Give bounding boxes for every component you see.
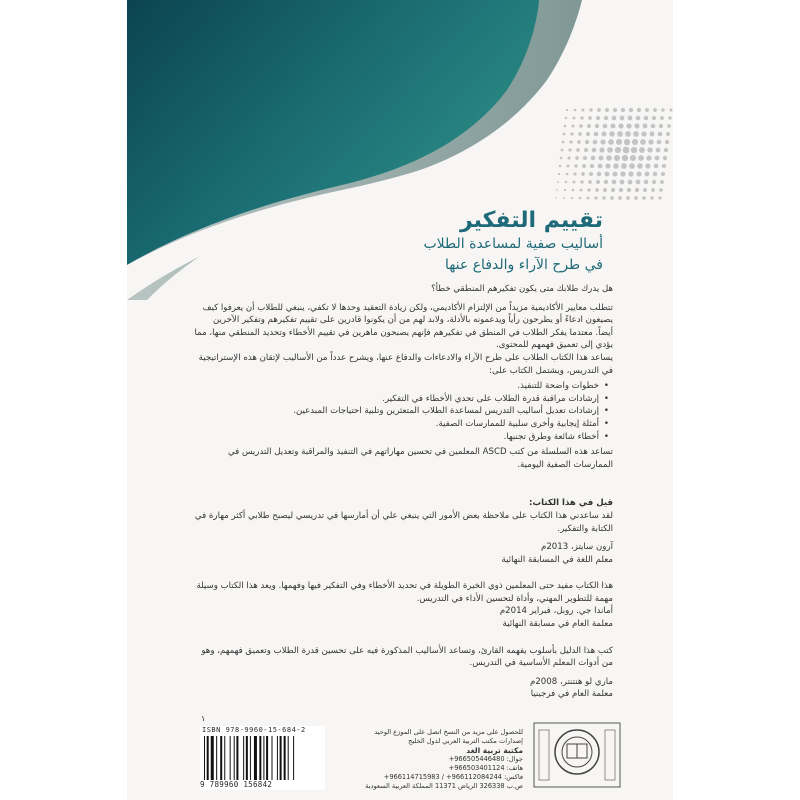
review-author: ماري لو هنتنتر، 2008م (530, 676, 613, 687)
halftone-dot (632, 139, 638, 145)
halftone-dot (573, 117, 576, 120)
halftone-dot (629, 108, 633, 112)
halftone-dot (597, 108, 601, 112)
halftone-dot (571, 197, 573, 199)
halftone-dot (586, 132, 590, 136)
halftone-dot (561, 149, 564, 152)
halftone-dot (660, 116, 664, 120)
halftone-dot (647, 147, 652, 152)
halftone-dot (638, 155, 644, 161)
halftone-dot (666, 132, 670, 136)
halftone-dot (587, 197, 590, 200)
barcode-bar (207, 736, 209, 780)
halftone-dot (651, 188, 655, 192)
halftone-dot (573, 172, 576, 175)
halftone-dot (635, 188, 639, 192)
paragraph-3: تساعد هذه السلسلة من كتب ASCD المعلمين في تحسين مهاراتهم في التنفيذ والمراقبة وتعديل التدريس في الممارسات الصفية اليومية. (227, 447, 613, 470)
halftone-dot (567, 156, 570, 159)
halftone-dot (612, 116, 617, 121)
halftone-dot (631, 147, 637, 153)
barcode-bar (211, 736, 214, 780)
halftone-dot (652, 180, 656, 184)
halftone-dot (587, 188, 590, 191)
halftone-dot (639, 147, 645, 153)
feature-list (193, 380, 599, 443)
halftone-dot (574, 164, 577, 167)
barcode-bar (277, 736, 278, 780)
halftone-dot (574, 109, 577, 112)
halftone-dot (585, 140, 589, 144)
description-block (193, 283, 613, 701)
halftone-dot (637, 108, 641, 112)
halftone-dot (627, 188, 631, 192)
barcode-bar (272, 736, 273, 780)
publisher-logo-icon (533, 722, 621, 788)
halftone-dot (582, 164, 586, 168)
halftone-dot (603, 124, 608, 129)
halftone-dot (654, 164, 659, 169)
halftone-dot (658, 196, 661, 199)
halftone-dot (636, 180, 641, 185)
halftone-dot (578, 132, 582, 136)
halftone-dot (664, 148, 668, 152)
halftone-dot (644, 180, 648, 184)
review-author: آرون سايتز، 2013م (541, 542, 613, 553)
halftone-dot (620, 180, 625, 185)
halftone-dot (634, 196, 638, 200)
halftone-dot (556, 189, 558, 191)
halftone-dot (611, 188, 615, 192)
halftone-dot (661, 108, 664, 111)
halftone-dot (567, 165, 570, 168)
publisher-address: ص.ب 326338 الرياض 11371 المملكة العربية السعودية (365, 782, 523, 790)
halftone-dot (640, 139, 646, 145)
halftone-dot (660, 180, 664, 184)
halftone-dot (595, 188, 599, 192)
barcode-bar (243, 736, 244, 780)
barcode-bar (230, 736, 231, 780)
halftone-dot (628, 116, 633, 121)
halftone-dot (625, 131, 631, 137)
paragraph-1: تتطلب معايير الأكاديمية مزيداً من الإلتزام الأكاديمي، ولكن زيادة التعقيد وحدها لا تكفي، ينبغي للطلاب أن يعرفوا كيف يصيغون ادعاءً أو يطرحون رأياً ويدعمونه بالأدلة، ولابد لهم من أن يكونوا قادرين على تقييم تفكيرهم وتفكير الآخرين أيضاً. معتدما يفكر الطلاب في المنطق في تفكيرهم فإنهم يصبحون ماهرين في تقييم الأخطاء وتحديد المنطقي منها، مما يؤدي إلى تعميق فهمهم للمحتوى. (194, 302, 613, 351)
halftone-dot (581, 108, 584, 111)
halftone-dot (588, 116, 592, 120)
halftone-dot (608, 139, 614, 145)
halftone-dot (618, 196, 622, 200)
halftone-dot (668, 116, 671, 119)
publisher-fax: فاكس: 966112084244+ / 966114715983+ (383, 773, 523, 781)
halftone-dot (610, 196, 614, 200)
halftone-dot (669, 108, 672, 111)
barcode-number: 9 789960 156842 (200, 780, 273, 789)
barcode-bar (220, 736, 222, 780)
halftone-dot (596, 116, 600, 120)
halftone-dot (602, 196, 605, 199)
book-subtitle-line1: أساليب صفية لمساعدة الطلاب (423, 236, 603, 252)
barcode-bar (259, 736, 261, 780)
halftone-dot (620, 116, 625, 121)
halftone-dot (657, 140, 662, 145)
halftone-dot (559, 165, 562, 168)
list-item: • خطوات واضحة للتنفيذ. (193, 380, 599, 393)
halftone-dot (591, 156, 596, 161)
halftone-dot (653, 108, 657, 112)
halftone-dot (628, 171, 633, 176)
halftone-dot (581, 172, 585, 176)
halftone-dot (622, 155, 628, 161)
halftone-dot (648, 139, 653, 144)
review-role: معلم اللغة في المسابقة النهائية (501, 554, 613, 565)
barcode-bar (280, 736, 282, 780)
halftone-dot (630, 155, 636, 161)
halftone-dot (589, 108, 592, 111)
halftone-dot (609, 131, 614, 136)
halftone-dot (593, 140, 598, 145)
paragraph-2: يساعد هذا الكتاب الطلاب على طرح الآراء والادعاءات والدفاع عنها، ويشرح عدداً من الأساليب لإتقان هذه الإستراتيجية في التدريس، ويشتمل الكتاب على: (198, 352, 613, 376)
isbn-barcode (200, 726, 325, 790)
intro-question: هل يدرك طلابك متى يكون تفكيرهم المنطقي خطأ؟ (431, 284, 613, 294)
halftone-dot (565, 117, 568, 120)
halftone-dot (603, 188, 607, 192)
halftone-dot (615, 147, 621, 153)
halftone-dot (636, 171, 641, 176)
halftone-dot (623, 147, 630, 154)
halftone-dot (651, 124, 656, 129)
list-item: • إرشادات مراقبة قدرة الطلاب على تحدي الأخطاء في التفكير. (193, 393, 599, 406)
halftone-dot (626, 196, 630, 200)
halftone-dot (658, 132, 663, 137)
halftone-dot (580, 189, 583, 192)
halftone-dot (558, 173, 560, 175)
halftone-dot (563, 133, 566, 136)
halftone-dot (624, 139, 630, 145)
publisher-line: إصدارات مكتب التربية العربي لدول الخليج (408, 737, 523, 745)
halftone-dot (575, 156, 579, 160)
halftone-dot (645, 163, 650, 168)
halftone-dot (606, 155, 612, 161)
halftone-dot (613, 108, 617, 112)
halftone-dot (634, 123, 639, 128)
halftone-dot (610, 123, 615, 128)
halftone-dot (612, 171, 617, 176)
halftone-dot (562, 141, 565, 144)
halftone-dot (619, 188, 623, 192)
halftone-dot (618, 123, 623, 128)
halftone-dot (656, 148, 661, 153)
halftone-dot (565, 181, 568, 184)
barcode-bar (254, 736, 257, 780)
halftone-dot (629, 163, 635, 169)
publisher-info (343, 728, 523, 791)
halftone-dot (597, 172, 602, 177)
halftone-dot (594, 196, 597, 199)
publisher-line: للحصول على مزيد من النسخ اتصل على الموزع الوحيد (374, 728, 523, 736)
halftone-dot (605, 108, 609, 112)
publisher-name: مكتبة تربية الغد (466, 746, 523, 755)
barcode-bar (284, 736, 286, 780)
halftone-dot (590, 164, 594, 168)
halftone-dot (580, 180, 583, 183)
halftone-dot (572, 189, 575, 192)
halftone-dot (607, 147, 613, 153)
halftone-dot (667, 124, 671, 128)
halftone-dot (646, 155, 651, 160)
halftone-dot (604, 116, 608, 120)
halftone-dot (642, 196, 646, 200)
dot-pattern (555, 108, 672, 200)
halftone-dot (645, 108, 649, 112)
halftone-dot (571, 124, 574, 127)
halftone-dot (576, 148, 580, 152)
review-quote: هذا الكتاب مفيد حتى المعلمين ذوي الخبرة الطويلة في تحديد الأخطاء وفي التفكير فيها وفهمها. ويعد هذا الكتاب وسيلة مهمة للتطوير المهني، وأداة لتحسين الأداء في التدريس. (196, 581, 613, 604)
reviews-heading: قيل في هذا الكتاب: (529, 498, 613, 509)
halftone-dot (564, 125, 567, 128)
halftone-dot (569, 140, 572, 143)
halftone-dot (662, 164, 666, 168)
halftone-dot (570, 132, 573, 135)
halftone-dot (661, 172, 665, 176)
halftone-dot (665, 140, 669, 144)
barcode-bar (236, 736, 238, 780)
halftone-dot (557, 181, 559, 183)
halftone-dot (587, 124, 591, 128)
halftone-dot (650, 196, 653, 199)
halftone-dot (579, 197, 582, 200)
halftone-dot (650, 132, 655, 137)
halftone-dot (641, 131, 646, 136)
list-item: • أمثلة إيجابية وأخرى سلبية للممارسات الصفية. (193, 418, 599, 431)
halftone-dot (600, 139, 605, 144)
halftone-dot (633, 131, 639, 137)
halftone-dot (568, 148, 571, 151)
halftone-dot (596, 180, 600, 184)
halftone-dot (604, 180, 608, 184)
book-back-cover (127, 0, 673, 800)
halftone-dot (601, 131, 606, 136)
barcode-bar (234, 736, 235, 780)
halftone-dot (659, 188, 663, 192)
review-quote: كتب هذا الدليل بأسلوب يفهمه القارئ، وتساعد الأساليب المذكورة فيه على تحسين قدرة الطلاب وتعميق فهمهم، وهو من أدوات المعلم الأساسية في التدريس. (201, 645, 613, 669)
halftone-dot (637, 163, 643, 169)
halftone-dot (617, 131, 623, 137)
halftone-dot (583, 156, 587, 160)
halftone-dot (563, 197, 565, 199)
barcode-bar (266, 736, 268, 780)
halftone-dot (580, 116, 583, 119)
isbn-label: ISBN 978-9960-15-684-2 (202, 726, 306, 734)
barcode-bar (293, 736, 294, 780)
halftone-dot (653, 172, 658, 177)
halftone-dot (605, 172, 610, 177)
list-item: • إرشادات تعديل أساليب التدريس لمساعدة الطلاب المتعثرين وتلبية احتياجات المبدعين. (193, 405, 599, 418)
halftone-dot (605, 163, 610, 168)
review-quote: لقد ساعدني هذا الكتاب على ملاحظة بعض الأمور التي ينبغي علي أن أمارسها في تدريسي ليصبح طلابي أكثر مهارة في الكتابة والتفكير. (194, 510, 613, 534)
review-author: أماندا جي. روبل، فبراير 2014م (499, 606, 613, 617)
halftone-dot (645, 172, 650, 177)
page-mark: ١ (201, 714, 206, 723)
halftone-dot (621, 163, 627, 169)
halftone-dot (573, 181, 576, 184)
halftone-dot (566, 173, 569, 176)
halftone-dot (655, 156, 660, 161)
halftone-dot (663, 156, 667, 160)
publisher-phone: جوال: 966505446480+ (448, 755, 523, 763)
halftone-dot (628, 180, 633, 185)
halftone-dot (560, 157, 563, 160)
book-title: تقييم التفكير (459, 208, 603, 233)
halftone-dot (598, 164, 603, 169)
barcode-bars (202, 736, 322, 780)
halftone-dot (594, 132, 599, 137)
halftone-dot (598, 155, 603, 160)
halftone-dot (589, 172, 593, 176)
barcode-bar (224, 736, 225, 780)
halftone-dot (613, 163, 619, 169)
halftone-dot (579, 124, 583, 128)
halftone-dot (652, 116, 656, 120)
cover-wave-art (127, 0, 673, 300)
barcode-bar (246, 736, 248, 780)
halftone-dot (555, 197, 556, 198)
halftone-dot (566, 109, 568, 111)
halftone-dot (626, 123, 631, 128)
barcode-bar (216, 736, 217, 780)
barcode-bar (263, 736, 264, 780)
halftone-dot (636, 116, 641, 121)
barcode-bar (204, 736, 205, 780)
review-role: معلمة العام في فرجينيا (530, 689, 613, 700)
halftone-dot (577, 140, 581, 144)
halftone-dot (592, 148, 597, 153)
halftone-dot (614, 155, 620, 161)
halftone-dot (620, 171, 625, 176)
halftone-dot (612, 180, 617, 185)
list-item: • أخطاء شائعة وطرق تجنبها. (193, 431, 599, 444)
halftone-dot (595, 124, 599, 128)
halftone-dot (616, 139, 622, 145)
halftone-dot (659, 124, 663, 128)
halftone-dot (643, 124, 648, 129)
halftone-dot (599, 147, 604, 152)
review-role: معلمة العام في مسابقة النهائية (502, 619, 613, 630)
halftone-dot (621, 108, 625, 112)
book-subtitle-line2: في طرح الآراء والدفاع عنها (444, 257, 603, 273)
halftone-dot (584, 148, 588, 152)
halftone-dot (588, 180, 592, 184)
halftone-dot (643, 188, 647, 192)
barcode-bar (250, 736, 251, 780)
halftone-dot (644, 116, 648, 120)
halftone-dot (564, 189, 566, 191)
barcode-bar (288, 736, 289, 780)
publisher-tel: هاتف: 966503401124+ (448, 764, 523, 772)
